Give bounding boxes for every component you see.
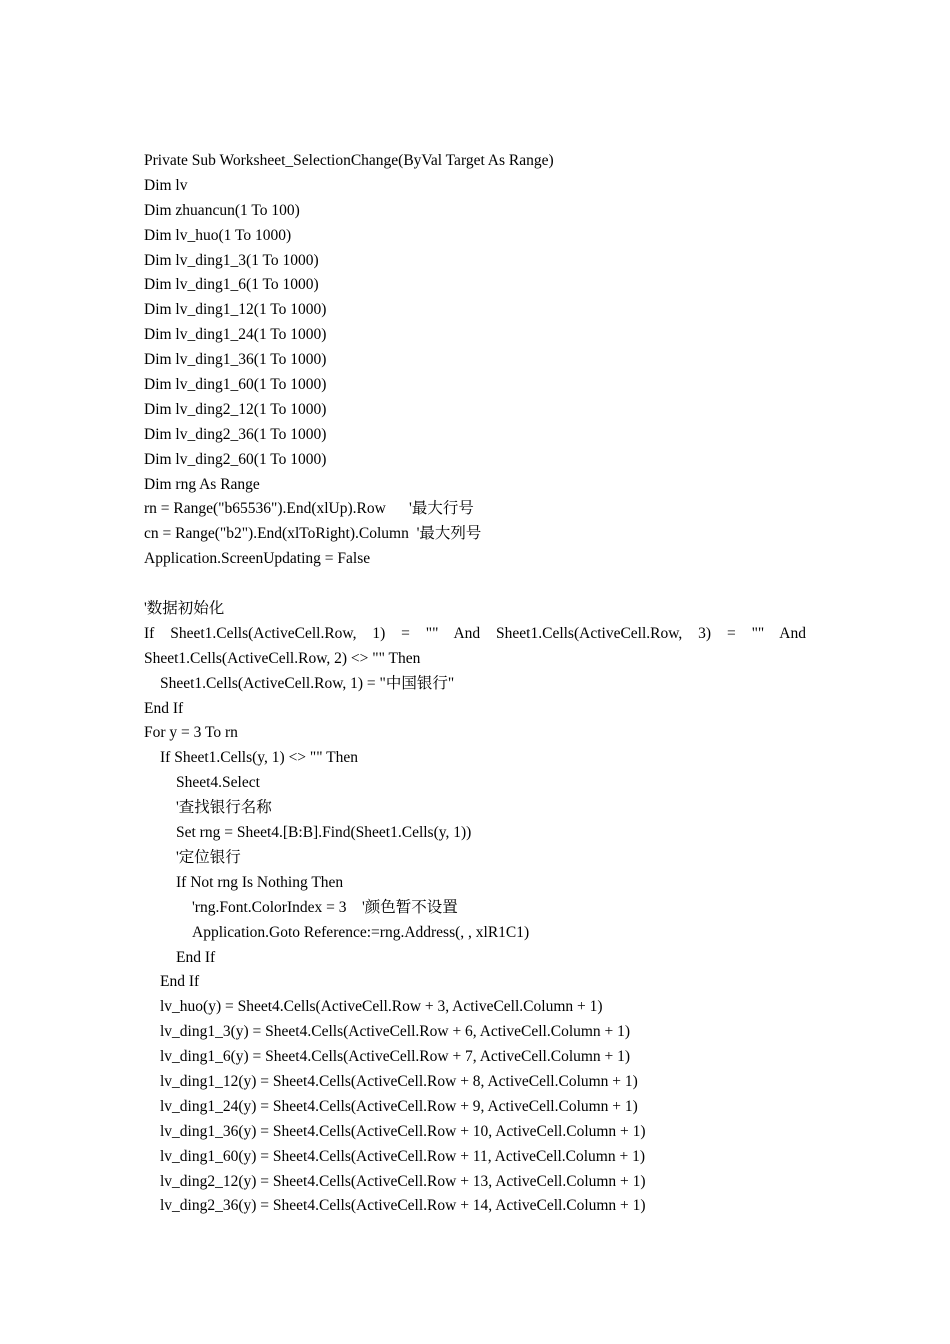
code-line: Dim lv_ding1_3(1 To 1000) (144, 251, 319, 269)
comment-line: '数据初始化 (144, 600, 225, 618)
code-line: Sheet4.Select (176, 774, 260, 792)
code-line: Dim lv_ding2_36(1 To 1000) (144, 425, 327, 443)
code-line: lv_ding1_60(y) = Sheet4.Cells(ActiveCell.Row + 11, ActiveCell.Column + 1) (160, 1147, 646, 1165)
code-line: Set rng = Sheet4.[B:B].Find(Sheet1.Cells(y, 1)) (176, 824, 472, 842)
code-line: lv_ding1_12(y) = Sheet4.Cells(ActiveCell.Row + 8, ActiveCell.Column + 1) (160, 1072, 638, 1090)
code-line: Dim lv_ding1_12(1 To 1000) (144, 301, 327, 319)
code-line: End If (160, 973, 200, 991)
code-line: For y = 3 To rn (144, 724, 238, 742)
code-line-justified: If Sheet1.Cells(ActiveCell.Row, 1) = "" And Sheet1.Cells(ActiveCell.Row, 3) = "" And (144, 624, 806, 642)
comment-line: 'rng.Font.ColorIndex = 3 '颜色暂不设置 (192, 898, 458, 916)
code-line: Sheet1.Cells(ActiveCell.Row, 2) <> "" Then (144, 649, 421, 667)
code-line: Dim lv_ding1_36(1 To 1000) (144, 351, 327, 369)
code-line: lv_ding1_3(y) = Sheet4.Cells(ActiveCell.Row + 6, ActiveCell.Column + 1) (160, 1023, 631, 1041)
code-line: Dim lv_ding1_60(1 To 1000) (144, 376, 327, 394)
code-line: Application.Goto Reference:=rng.Address(, , xlR1C1) (192, 923, 530, 941)
code-line: Dim rng As Range (144, 475, 260, 493)
code-line: Sheet1.Cells(ActiveCell.Row, 1) = "中国银行" (160, 674, 455, 692)
code-line: End If (176, 948, 216, 966)
code-line: If Not rng Is Nothing Then (176, 873, 344, 891)
code-line: lv_ding2_12(y) = Sheet4.Cells(ActiveCell.Row + 13, ActiveCell.Column + 1) (160, 1172, 646, 1190)
code-line: lv_ding1_24(y) = Sheet4.Cells(ActiveCell.Row + 9, ActiveCell.Column + 1) (160, 1097, 638, 1115)
code-line: Application.ScreenUpdating = False (144, 550, 371, 568)
code-line: Dim lv_ding1_6(1 To 1000) (144, 276, 319, 294)
code-line: Dim zhuancun(1 To 100) (144, 201, 300, 219)
code-line: lv_ding1_6(y) = Sheet4.Cells(ActiveCell.Row + 7, ActiveCell.Column + 1) (160, 1048, 631, 1066)
code-line: If Sheet1.Cells(y, 1) <> "" Then (160, 749, 359, 767)
code-line: cn = Range("b2").End(xlToRight).Column '最大列号 (144, 525, 482, 543)
code-line: Dim lv (144, 176, 188, 194)
comment-line: '查找银行名称 (176, 799, 272, 817)
code-line: Dim lv_huo(1 To 1000) (144, 226, 292, 244)
code-line: rn = Range("b65536").End(xlUp).Row '最大行号 (144, 500, 474, 518)
comment-line: '定位银行 (176, 848, 241, 866)
code-line: End If (144, 699, 184, 717)
code-line: Dim lv_ding2_60(1 To 1000) (144, 450, 327, 468)
blank-line (144, 572, 806, 597)
code-line: Dim lv_ding1_24(1 To 1000) (144, 326, 327, 344)
code-line: lv_ding2_36(y) = Sheet4.Cells(ActiveCell.Row + 14, ActiveCell.Column + 1) (160, 1197, 646, 1215)
vba-code-block (144, 149, 806, 1219)
code-line: Dim lv_ding2_12(1 To 1000) (144, 400, 327, 418)
code-line: Private Sub Worksheet_SelectionChange(ByVal Target As Range) (144, 152, 554, 169)
code-line: lv_huo(y) = Sheet4.Cells(ActiveCell.Row + 3, ActiveCell.Column + 1) (160, 998, 603, 1016)
code-line: lv_ding1_36(y) = Sheet4.Cells(ActiveCell.Row + 10, ActiveCell.Column + 1) (160, 1122, 646, 1140)
